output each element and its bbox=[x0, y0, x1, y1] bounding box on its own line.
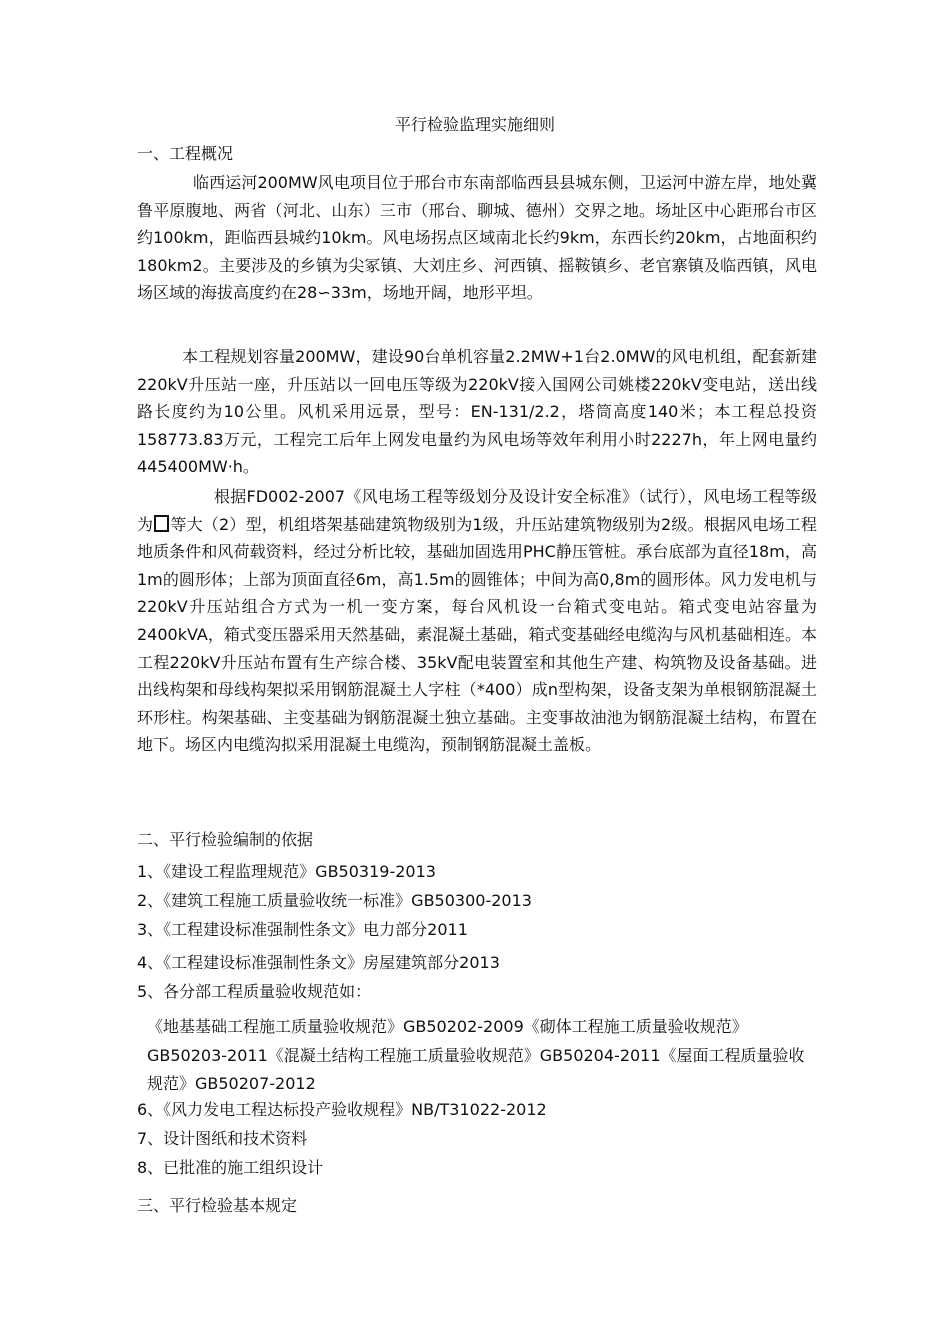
section-heading-rules: 三、平行检验基本规定 bbox=[137, 1196, 298, 1215]
basis-list-item: 8、已批准的施工组织设计 bbox=[137, 1158, 324, 1177]
paragraph-text-part: 根据FD002-2007《风电场工程等级划分及设计安全标准》（试行），风电场工程等级为 bbox=[137, 487, 817, 534]
document-title: 平行检验监理实施细则 bbox=[394, 115, 555, 134]
basis-list-item: 1、《建设工程监理规范》GB50319-2013 bbox=[137, 862, 436, 881]
checkbox-square-icon bbox=[154, 515, 169, 532]
basis-list-item: 7、设计图纸和技术资料 bbox=[137, 1129, 308, 1148]
basis-list-item: 2、《建筑工程施工质量验收统一标准》GB50300-2013 bbox=[137, 891, 532, 910]
basis-list-item: 3、《工程建设标准强制性条文》电力部分2011 bbox=[137, 920, 468, 939]
basis-list-item-detail: 《地基基础工程施工质量验收规范》GB50202-2009《砌体工程施工质量验收规范》GB50203-2011《混凝土结构工程施工质量验收规范》GB50204-2011《屋面工程质量验收规范》GB50207-2012 bbox=[147, 1017, 805, 1093]
basis-list-item: 5、各分部工程质量验收规范如： bbox=[137, 982, 372, 1001]
section-heading-basis: 二、平行检验编制的依据 bbox=[137, 830, 314, 849]
basis-list-item: 6、《风力发电工程达标投产验收规程》NB/T31022-2012 bbox=[137, 1100, 547, 1119]
paragraph-text-part: 等大（2）型，机组塔架基础建筑物级别为1级，升压站建筑物级别为2级。根据风电场工程地质条件和风荷载资料，经过分析比较，基础加固选用PHC静压管桩。承台底部为直径18m，高1m的圆形体；上部为顶面直径6m，高1.5m的圆锥体；中间为高0,8m的圆形体。风力发电机与220kV升压站组合方式为一机一变方案，每台风机设一台箱式变电站。箱式变电站容量为2400kVA，箱式变压器采用天然基础，素混凝土基础，箱式变基础经电缆沟与风机基础相连。本工程220kV升压站布置有生产综合楼、35kV配电装置室和其他生产建、构筑物及设备基础。进出线构架和母线构架拟采用钢筋混凝土人字柱（*400）成n型构架，设备支架为单根钢筋混凝土环形柱。构架基础、主变基础为钢筋混凝土独立基础。主变事故油池为钢筋混凝土结构，布置在地下。场区内电缆沟拟采用混凝土电缆沟，预制钢筋混凝土盖板。 bbox=[137, 514, 817, 755]
overview-paragraph-location: 临西运河200MW风电项目位于邢台市东南部临西县县城东侧，卫运河中游左岸，地处冀鲁平原腹地、两省（河北、山东）三市（邢台、聊城、德州）交界之地。场址区中心距邢台市区约100km，距临西县城约10km。风电场拐点区域南北长约9km，东西长约20km，占地面积约180km2。主要涉及的乡镇为尖冢镇、大刘庄乡、河西镇、摇鞍镇乡、老官寨镇及临西镇，风电场区域的海拔高度约在28∽33m，场地开阔，地形平坦。 bbox=[137, 173, 817, 303]
section-heading-overview: 一、工程概况 bbox=[137, 144, 234, 163]
overview-paragraph-capacity: 本工程规划容量200MW，建设90台单机容量2.2MW+1台2.0MW的风电机组，配套新建220kV升压站一座，升压站以一回电压等级为220kV接入国网公司姚楼220kV变电站，送出线路长度约为10公里。风机采用远景，型号：EN-131/2.2，塔筒高度140米；本工程总投资158773.83万元，工程完工后年上网发电量约为风电场等效年利用小时2227h，年上网电量约445400MW·h。 bbox=[137, 347, 817, 477]
overview-paragraph-structure bbox=[137, 483, 817, 759]
basis-list-item: 4、《工程建设标准强制性条文》房屋建筑部分2013 bbox=[137, 953, 500, 972]
